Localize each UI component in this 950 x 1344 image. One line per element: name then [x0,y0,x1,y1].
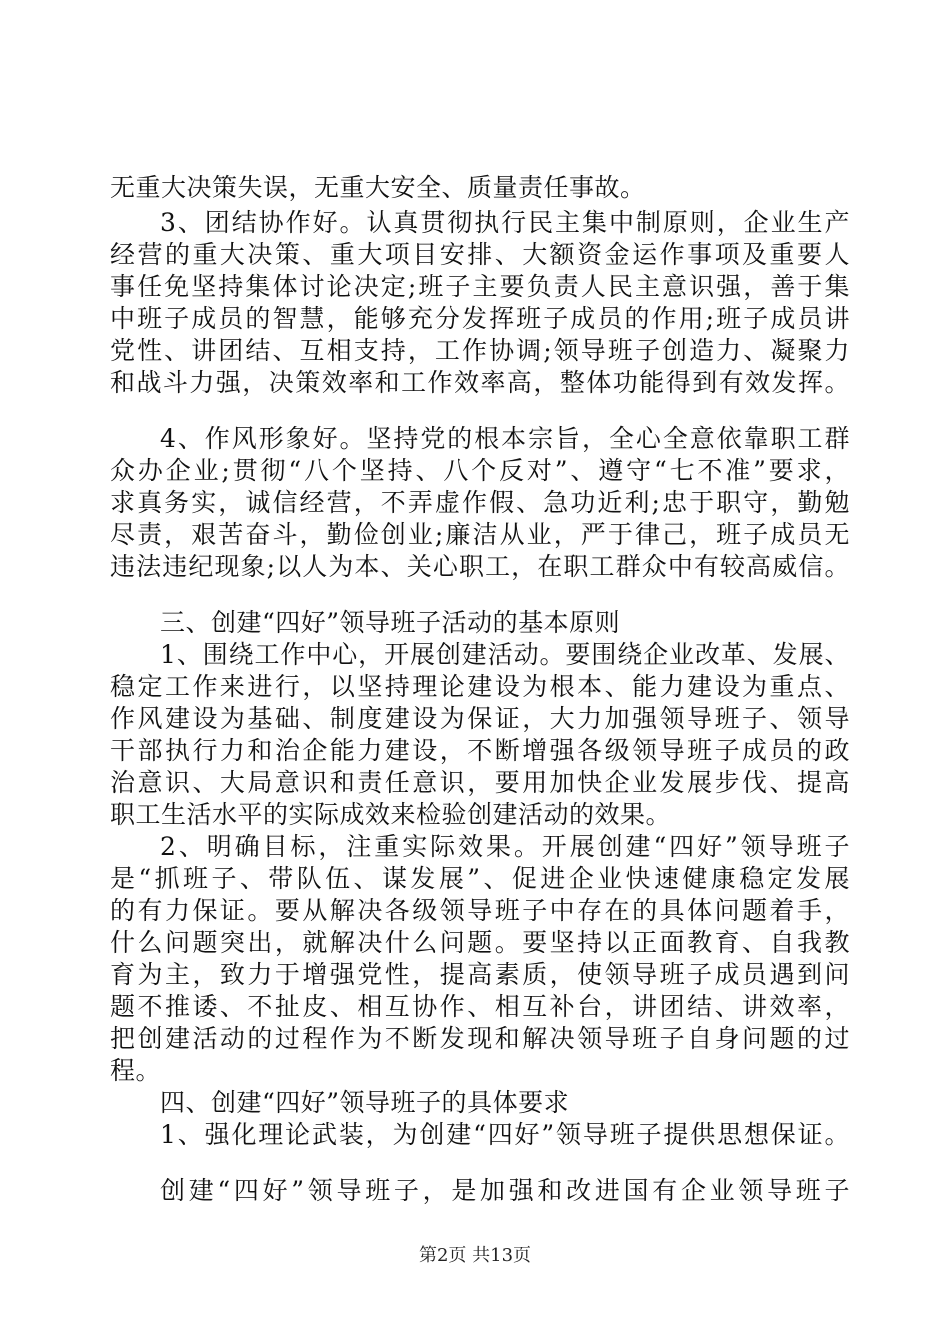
section-heading: 四、创建“四好”领导班子的具体要求 [160,1088,570,1117]
text-line: 把创建活动的过程作为不断发现和解决领导班子自身问题的过 [110,1024,850,1053]
text-line: 3、团结协作好。认真贯彻执行民主集中制原则，企业生产 [160,208,850,237]
text-line: 中班子成员的智慧，能够充分发挥班子成员的作用;班子成员讲 [110,304,850,333]
text-line: 事任免坚持集体讨论决定;班子主要负责人民主意识强，善于集 [110,272,850,301]
text-line: 众办企业;贯彻“八个坚持、八个反对”、遵守“七不准”要求， [110,456,850,485]
text-line: 是“抓班子、带队伍、谋发展”、促进企业快速健康稳定发展 [110,864,850,893]
text-line: 1、围绕工作中心，开展创建活动。要围绕企业改革、发展、 [160,640,850,669]
text-line: 尽责，艰苦奋斗，勤俭创业;廉洁从业，严于律己，班子成员无 [110,520,850,549]
text-line: 干部执行力和治企能力建设，不断增强各级领导班子成员的政 [110,736,850,765]
text-line: 求真务实，诚信经营，不弄虚作假、急功近利;忠于职守，勤勉 [110,488,850,517]
text-line: 什么问题突出，就解决什么问题。要坚持以正面教育、自我教 [110,928,850,957]
text-line: 和战斗力强，决策效率和工作效率高，整体功能得到有效发挥。 [110,368,850,397]
text-line: 育为主，致力于增强党性，提高素质，使领导班子成员遇到问 [110,960,850,989]
text-line: 稳定工作来进行，以坚持理论建设为根本、能力建设为重点、 [110,672,850,701]
text-line: 2、明确目标，注重实际效果。开展创建“四好”领导班子 [160,832,850,861]
text-line: 无重大决策失误，无重大安全、质量责任事故。 [110,173,646,202]
text-line: 1、强化理论武装，为创建“四好”领导班子提供思想保证。 [160,1120,850,1149]
text-line: 创建“四好”领导班子，是加强和改进国有企业领导班子 [160,1176,850,1205]
text-line: 职工生活水平的实际成效来检验创建活动的效果。 [110,800,672,829]
text-line: 程。 [110,1056,162,1085]
text-line: 治意识、大局意识和责任意识，要用加快企业发展步伐、提高 [110,768,850,797]
text-line: 题不推诿、不扯皮、相互协作、相互补台，讲团结、讲效率， [110,992,850,1021]
text-line: 党性、讲团结、互相支持，工作协调;领导班子创造力、凝聚力 [110,336,850,365]
text-line: 经营的重大决策、重大项目安排、大额资金运作事项及重要人 [110,240,850,269]
text-line: 4、作风形象好。坚持党的根本宗旨，全心全意依靠职工群 [160,424,850,453]
text-line: 违法违纪现象;以人为本、关心职工，在职工群众中有较高威信。 [110,552,850,581]
section-heading: 三、创建“四好”领导班子活动的基本原则 [160,608,621,637]
text-line: 作风建设为基础、制度建设为保证，大力加强领导班子、领导 [110,704,850,733]
page-footer: 第2页 共13页 [418,1245,532,1266]
text-line: 的有力保证。要从解决各级领导班子中存在的具体问题着手， [110,896,850,925]
